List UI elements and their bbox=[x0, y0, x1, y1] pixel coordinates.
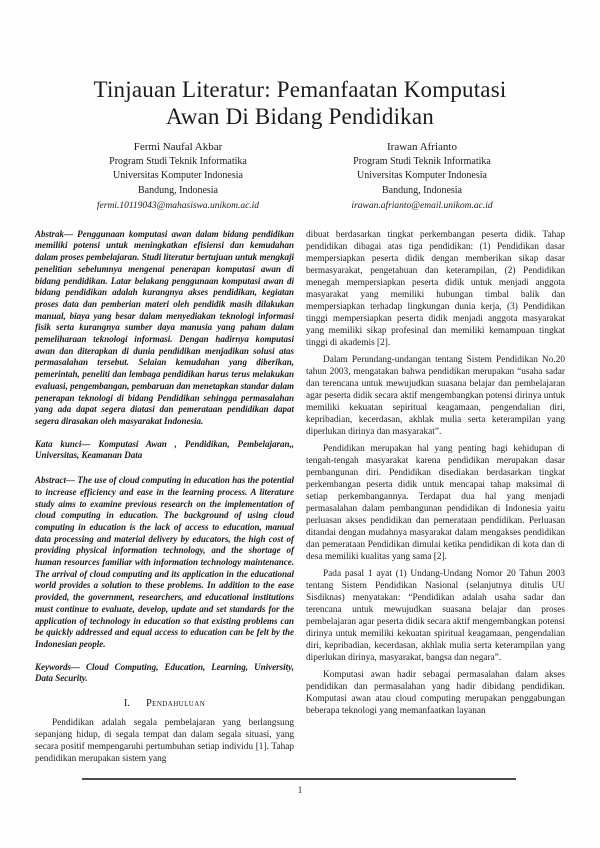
footer-rule bbox=[82, 778, 516, 780]
author-2-department: Program Studi Teknik Informatika bbox=[353, 155, 491, 167]
author-2-name: Irawan Afrianto bbox=[387, 141, 457, 154]
section-number: I. bbox=[123, 698, 130, 710]
keywords-english: Keywords— Cloud Computing, Education, Learning, University, Data Security. bbox=[35, 661, 294, 684]
abstrak-indonesian: Abstrak— Penggunaan komputasi awan dalam bidang pendidikan memiliki potensi untuk meningkatkan efisiensi dan kemudahan dalam proses pembelajaran. Studi literatur bertujuan untuk mengkaji penelitian sebelumnya mengenai penerapan komputasi awan di bidang pendidikan. Latar belakang penggunaan komputasi awan di bidang pendidikan adalah kurangnya akses pendidikan, kegiatan proses data dan pemberian materi oleh pendidik masih dilakukan manual, biaya yang besar dalam menyediakan teknologi informasi fisik serta kurangnya sumber daya manusia yang paham dalam pemeliharaan teknologi informasi. Dengan hadirnya komputasi awan dan diterapkan di dunia pendidikan menjadikan solusi atas permasalahan tersebut. Selaian kemudahan yang diberikan, pemerintah, peneliti dan lembaga pendidikan harus terus melakukan evaluasi, pengembangan, pembaruan dan menetapkan standar dalam penerapan teknologi di bidang Pendidikan sehingga permasalahan yang ada dapat segera diatasi dan pemerataan pendidikan dapat segera dirasakan oleh masyarakat Indonesia. bbox=[35, 228, 294, 426]
author-1-name: Fermi Naufal Akbar bbox=[133, 141, 223, 154]
kata-kunci: Kata kunci— Komputasi Awan , Pendidikan, Pembelajaran,, Universitas, Keamanan Data bbox=[35, 438, 294, 461]
author-2-location: Bandung, Indonesia bbox=[382, 184, 462, 196]
author-1-department: Program Studi Teknik Informatika bbox=[109, 155, 247, 167]
right-column bbox=[306, 229, 565, 770]
author-block-2 bbox=[307, 140, 537, 214]
section-title: Pendahuluan bbox=[145, 698, 206, 710]
left-column bbox=[35, 229, 294, 770]
right-paragraph-4: Pada pasal 1 ayat (1) Undang-Undang Nomor 20 Tahun 2003 tentang Sistem Pendidikan Nasional (selanjutnya ditulis UU Sisdiknas) menyatakan: “Pendidikan adalah usaha sadar dan terencana untuk mewujudkan suasana belajar dan proses pembelajaran agar peserta didik secara aktif mengembangkan potensi dirinya untuk memiliki kekuatan spiritual keagamaan, pengendalian diri, kepribadian, kecerdasan, akhlak mulia serta keterampilan yang diperlukan dirinya, masyarakat, bangsa dan negara”. bbox=[306, 568, 565, 663]
body-columns bbox=[35, 229, 565, 770]
author-block-1 bbox=[63, 140, 293, 214]
page-number: 1 bbox=[297, 786, 303, 796]
right-paragraph-5: Komputasi awan hadir sebagai permasalahan dalam akses pendidikan dan permasalahan yang hadir dibidang pendidikan. Komputasi awan atau cloud computing merupakan penggabungan beberapa teknologi yang memanfaatkan layanan bbox=[306, 669, 565, 716]
author-2-university: Universitas Komputer Indonesia bbox=[357, 170, 487, 182]
author-1-university: Universitas Komputer Indonesia bbox=[113, 170, 243, 182]
author-1-location: Bandung, Indonesia bbox=[138, 184, 218, 196]
right-paragraph-2: Dalam Perundang-undangan tentang Sistem Pendidikan No.20 tahun 2003, mengatakan bahwa pendidikan merupakan “usaha sadar dan terencana untuk mewujudkan suasana belajar dan pembelajaran agar peserta didik secara aktif mengembangkan potensi dirinya untuk memiliki kekuatan sepiritual keagamaan, pengendalian diri, kepribadian, kecerdasan, akhlak mulia serta keterampilan yang diperlukan dirinya dan masyarakat”. bbox=[306, 354, 565, 437]
paper-title: Tinjauan Literatur: Pemanfaatan Komputasi Awan Di Bidang Pendidikan bbox=[93, 77, 507, 130]
author-2-email: irawan.afrianto@email.unikom.ac.id bbox=[351, 201, 493, 212]
intro-paragraph: Pendidikan adalah segala pembelajaran yang berlangsung sepanjang hidup, di segala tempat dan dalam segala situasi, yang secara positif mempengaruhi pertumbuhan setiap individu [1]. Tahap pendidikan merupakan sistem yang bbox=[35, 718, 294, 765]
section-heading-pendahuluan bbox=[35, 698, 294, 709]
right-paragraph-3: Pendidikan merupakan hal yang penting bagi kehidupan di tengah-tengah masyarakat karena pendidikan merupakan dasar pembangunan diri. Pendidikan disediakan berdasarkan tingkat perkembangan peserta didik untuk mencapai tahap maksimal di setiap perkembangannya. Terdapat dua hal yang menjadi permasalahan dalam pembangunan pendidikan di Indonesia yaitu perluasan akses pendidikan dan pemerataan pendidikan. Perluasan ditandai dengan mudahnya masyarakat dalam mengakses pendidikan dan pemerataan Pendidikan dimulai ketika pendidikan di kota dan di desa memiliki kualitas yang sama [2]. bbox=[306, 443, 565, 562]
right-paragraph-1: dibuat berdasarkan tingkat perkembangan peserta didik. Tahap pendidikan dibagai atas tiga pendidikan: (1) Pendidikan dasar mempersiapkan peserta didik dengan memberikan sikap dasar bermasyarakat, pengetahuan dan keterampilan, (2) Pendidikan menegah mempersiapkan peserta didik untuk menjadi anggota masyarakat yang memiliki hubungan timbal balik dan mempersiapkan terhadap lingkungan dunia kerja, (3) Pendidikan tinggi mempersiapkan peserta didik menjadi anggota masyarakat yang memiliki sikap profesinal dan memiliki kemampuan tingkat tinggi di akademis [2]. bbox=[306, 229, 565, 348]
abstract-english: Abstract— The use of cloud computing in education has the potential to increase efficiency and ease in the learning process. A literature study aims to examine previous research on the implementation of cloud computing in education. The background of using cloud computing in education is the lack of access to education, manual data processing and material delivery by educators, the high cost of providing physical information technology, and the shortage of human resources familiar with information technology maintenance. The arrival of cloud computing and its application in the educational world provides a solution to these problems. In addition to the ease provided, the government, researchers, and educational institutions must continue to evaluate, develop, update and set standards for the application of technology in education so that existing problems can be quickly addressed and equal access to education can be felt by the Indonesian people. bbox=[35, 475, 294, 649]
authors-row bbox=[63, 140, 537, 214]
author-1-email: fermi.10119043@mahasiswa.unikom.ac.id bbox=[96, 201, 260, 212]
